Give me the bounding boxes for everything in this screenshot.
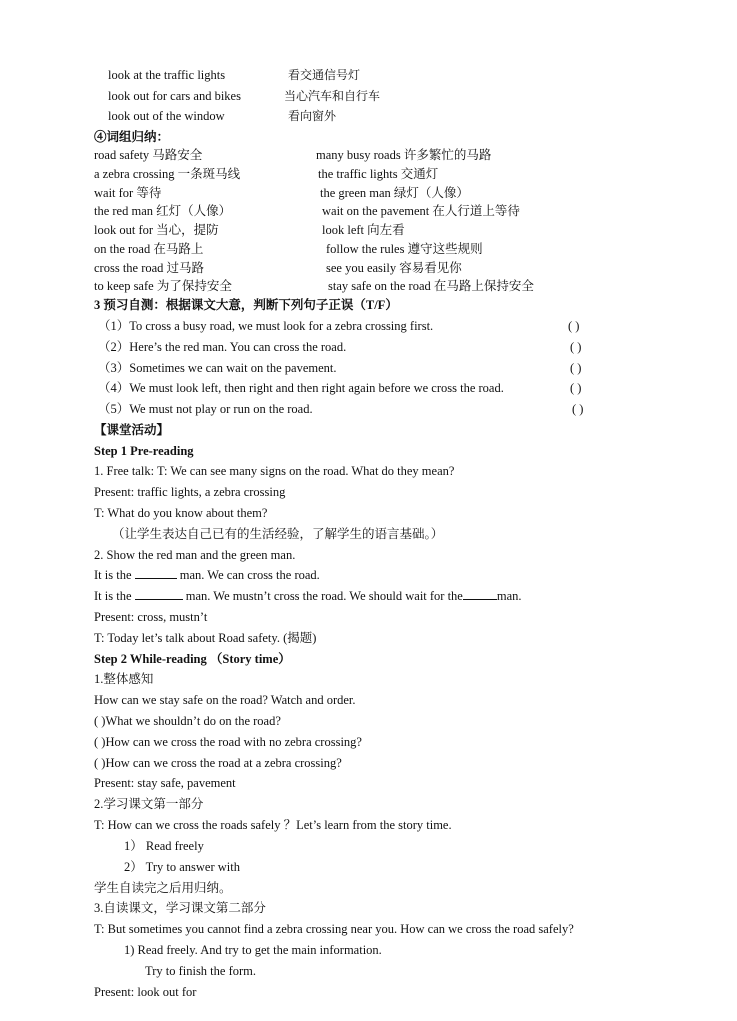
step1-blank-line-1 (94, 567, 320, 583)
step1-title: Step 1 Pre-reading (94, 444, 194, 458)
order-text-2: How can we cross the road with no zebra crossing? (105, 735, 362, 749)
step1-blank-line-2 (94, 588, 522, 604)
vocab-right-4: wait on the pavement 在人行道上等待 (322, 204, 520, 218)
step1-blank1-pre: It is the (94, 568, 132, 582)
order-paren-2[interactable]: ( ) (94, 735, 106, 749)
tf-heading: 3 预习自测：根据课文大意，判断下列句子正误（T/F） (94, 298, 398, 312)
order-paren-1[interactable]: ( ) (94, 714, 106, 728)
vocab-right-7: see you easily 容易看见你 (326, 261, 462, 275)
tf-answer-4[interactable]: ( ) (570, 381, 582, 395)
order-item-1 (94, 713, 281, 729)
step2-line-2: How can we stay safe on the road? Watch and order. (94, 693, 356, 707)
vocab-left-5: look out for 当心，提防 (94, 223, 219, 237)
step2-line-16: Present: look out for (94, 985, 197, 999)
tf-item-4: （4）We must look left, then right and then right again before we cross the road. (98, 381, 504, 395)
blank-3[interactable] (463, 588, 497, 600)
phrase-en-3: look out of the window (108, 109, 225, 123)
vocab-left-4: the red man 红灯（人像） (94, 204, 232, 218)
step1-line-9: T: Today let’s talk about Road safety. (揭题) (94, 631, 317, 645)
phrase-en-1: look at the traffic lights (108, 68, 226, 82)
tf-answer-3[interactable]: ( ) (570, 361, 582, 375)
step2-line-7: 2.学习课文第一部分 (94, 797, 204, 811)
order-item-2 (94, 734, 362, 750)
vocab-right-1: many busy roads 许多繁忙的马路 (316, 148, 492, 162)
class-activity-heading: 【课堂活动】 (94, 423, 170, 437)
vocab-left-1: road safety 马路安全 (94, 148, 203, 162)
step2-line-15: Try to finish the form. (145, 964, 256, 978)
step2-line-10: 2） Try to answer with (124, 860, 240, 874)
tf-item-1: （1）To cross a busy road, we must look for a zebra crossing first. (98, 319, 434, 333)
vocab-left-8: to keep safe 为了保持安全 (94, 279, 232, 293)
step1-blank2-mid: man. We mustn’t cross the road. We should wait for the (185, 589, 463, 603)
phrase-zh-1: 看交通信号灯 (288, 68, 361, 82)
step1-line-2: Present: traffic lights, a zebra crossing (94, 485, 286, 499)
step2-line-14: 1) Read freely. And try to get the main information. (124, 943, 382, 957)
order-text-1: What we shouldn’t do on the road? (105, 714, 281, 728)
vocab-right-2: the traffic lights 交通灯 (318, 167, 439, 181)
tf-item-3: （3）Sometimes we can wait on the pavement. (98, 361, 337, 375)
order-text-3: How can we cross the road at a zebra crossing? (105, 756, 342, 770)
step2-line-6: Present: stay safe, pavement (94, 776, 236, 790)
step2-line-11: 学生自读完之后用归纳。 (94, 881, 232, 895)
tf-answer-5[interactable]: ( ) (572, 402, 584, 416)
phrase-en-2: look out for cars and bikes (108, 89, 241, 103)
tf-answer-1[interactable]: ( ) (568, 319, 580, 333)
step1-line-3: T: What do you know about them? (94, 506, 268, 520)
vocab-left-2: a zebra crossing 一条斑马线 (94, 167, 241, 181)
step2-line-9: 1） Read freely (124, 839, 204, 853)
step1-blank1-post: man. We can cross the road. (179, 568, 320, 582)
vocab-right-3: the green man 绿灯（人像） (320, 186, 469, 200)
step2-title: Step 2 While-reading （Story time） (94, 652, 291, 666)
vocab-right-6: follow the rules 遵守这些规则 (326, 242, 483, 256)
step1-blank2-pre: It is the (94, 589, 132, 603)
step2-line-1: 1.整体感知 (94, 672, 154, 686)
tf-answer-2[interactable]: ( ) (570, 340, 582, 354)
order-item-3 (94, 755, 342, 771)
step1-line-5: 2. Show the red man and the green man. (94, 548, 296, 562)
tf-item-2: （2）Here’s the red man. You can cross the road. (98, 340, 347, 354)
vocab-left-6: on the road 在马路上 (94, 242, 204, 256)
order-paren-3[interactable]: ( ) (94, 756, 106, 770)
phrase-zh-2: 当心汽车和自行车 (284, 89, 381, 103)
step1-line-8: Present: cross, mustn’t (94, 610, 208, 624)
step1-line-1: 1. Free talk: T: We can see many signs on the road. What do they mean? (94, 464, 455, 478)
step1-blank2-post: man. (496, 589, 522, 603)
blank-1[interactable] (135, 567, 177, 579)
vocab-heading: ④词组归纳： (94, 130, 170, 144)
vocab-left-7: cross the road 过马路 (94, 261, 205, 275)
step2-line-12: 3.自读课文，学习课文第二部分 (94, 901, 266, 915)
step2-line-8: T: How can we cross the roads safely ？Let’s learn from the story time. (94, 818, 452, 832)
vocab-right-8: stay safe on the road 在马路上保持安全 (328, 279, 534, 293)
phrase-zh-3: 看向窗外 (288, 109, 337, 123)
step1-line-4: （让学生表达自己已有的生活经验，了解学生的语言基础。） (112, 527, 444, 541)
blank-2[interactable] (135, 588, 183, 600)
step2-line-13: T: But sometimes you cannot find a zebra crossing near you. How can we cross the road safely? (94, 922, 574, 936)
vocab-left-3: wait for 等待 (94, 186, 162, 200)
vocab-right-5: look left 向左看 (322, 223, 405, 237)
tf-item-5: （5）We must not play or run on the road. (98, 402, 313, 416)
